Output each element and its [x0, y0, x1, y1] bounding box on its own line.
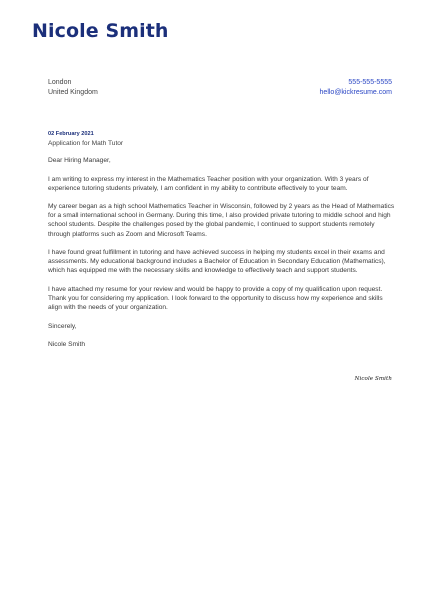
- sender-name: Nicole Smith: [48, 341, 86, 349]
- handwritten-signature: Nicole Smith: [354, 376, 392, 382]
- address-country: United Kingdom: [48, 89, 98, 96]
- closing: Sincerely,: [48, 322, 77, 330]
- letter-body: [48, 156, 396, 359]
- email-link[interactable]: hello@kickresume.com: [319, 89, 392, 96]
- phone-number[interactable]: 555-555-5555: [348, 79, 392, 86]
- applicant-name: Nicole Smith: [32, 20, 169, 42]
- paragraph-1: I am writing to express my interest in the Mathematics Teacher position with your organization. With 3 years of experience tutoring students privately, I am confident in my ability to contribute effectively to your team.: [48, 175, 369, 192]
- greeting: Dear Hiring Manager,: [48, 157, 111, 164]
- letter-date: 02 February 2021: [48, 131, 94, 137]
- paragraph-3: I have found great fulfillment in tutoring and have achieved success in helping my students excel in their exams and assessments. My educational background includes a Bachelor of Education in Secondary Education (Mathematics), which has equipped me with the necessary skills and knowledge to effectively teach and support students.: [48, 249, 386, 275]
- address-city: London: [48, 79, 72, 86]
- paragraph-4: I have attached my resume for your review and would be happy to provide a copy of my qualification upon request. Thank you for considering my application. I look forward to the opportunity to discuss how my experience and skills align with the needs of your organization.: [48, 285, 383, 312]
- letter-subject: Application for Math Tutor: [48, 140, 124, 147]
- paragraph-2: My career began as a high school Mathematics Teacher in Wisconsin, followed by 2 years as the Head of Mathematics for a small international school in Germany. During this time, I also provided private tutoring to middle school and high school students. Despite the challenges posed by the global pandemic, I continued to support students remotely through platforms such as Zoom and Microsoft Teams.: [48, 203, 395, 238]
- contact-block: [320, 78, 392, 98]
- address-block: [48, 78, 98, 98]
